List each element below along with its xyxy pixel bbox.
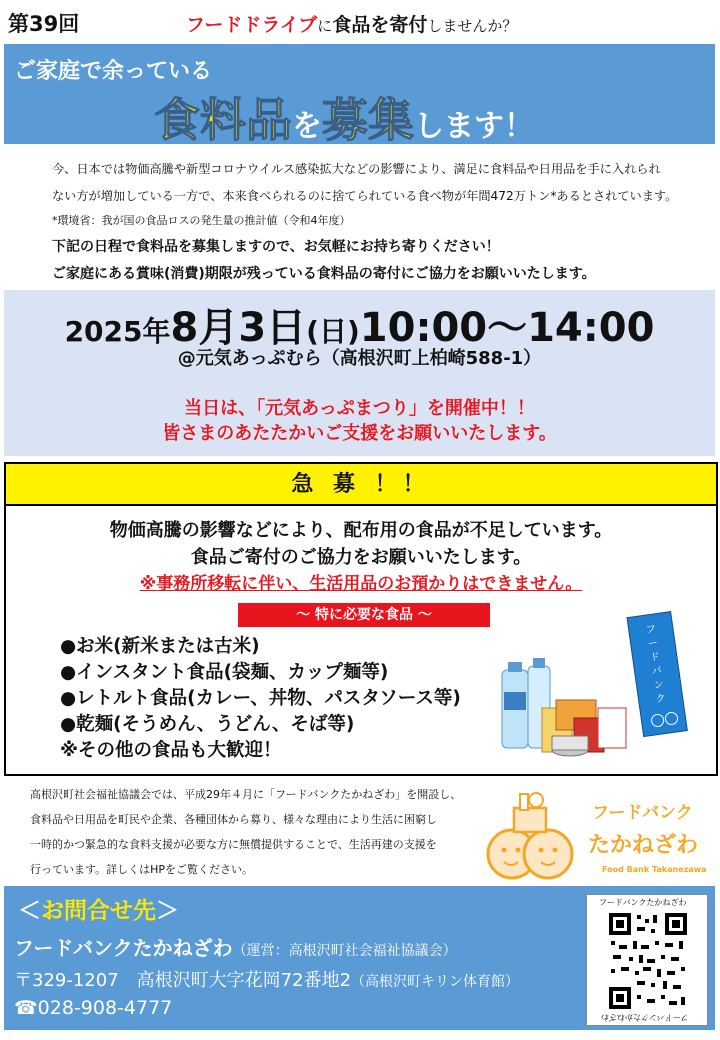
intro-line-1: 今、日本では物価高騰や新型コロナウイルス感染拡大などの影響により、満足に食料品や日用品を手に入れられ: [52, 162, 661, 176]
contact-operator: （運営：高根沢町社会福祉協議会）: [232, 943, 457, 959]
header-big-1: 食料品: [154, 93, 292, 147]
schedule-time: 10:00～14:00: [359, 305, 655, 351]
list-item: ●インスタント食品(袋麺、カップ麺等): [60, 662, 389, 683]
list-item: ●お米(新米または古米): [60, 636, 260, 657]
top-question: [186, 10, 517, 37]
need-title-bar: ～ 特に必要な食品 ～: [238, 603, 490, 627]
header-title: [154, 84, 534, 150]
about-line-4: 行っています。詳しくはHPをご覧ください。: [30, 863, 254, 876]
contact-address: [14, 966, 519, 992]
event-line-2: 皆さまのあたたかいご支援をお願いいたします。: [162, 423, 557, 444]
logo-en: Food Bank Takanezawa: [602, 865, 707, 874]
urgent-title: 急 募 ！！: [6, 464, 716, 506]
about-line-3: 一時的かつ緊急的な食料支援が必要な方に無償提供することで、生活再建の支援を: [30, 838, 437, 851]
list-item: ●レトルト食品(カレー、丼物、パスタソース等): [60, 688, 461, 709]
urgent-line-3-text: ※事務所移転に伴い、生活用品のお預かりはできません。: [139, 574, 583, 594]
contact-title-text: お問合せ先: [41, 898, 156, 924]
schedule-year: 2025年: [64, 315, 171, 348]
qr-label-top: フードバンクたかねざわ: [599, 898, 687, 907]
schedule-venue: @元気あっぷむら（高根沢町上柏崎588-1）: [177, 348, 542, 369]
need-list: [60, 634, 461, 764]
header-subtitle: ご家庭で余っている: [14, 59, 213, 84]
svg-text:ン: ン: [653, 679, 665, 692]
top-shimasenka: しませんか？: [427, 17, 518, 35]
about-line-2: 食料品や日用品を町民や企業、各種団体から募り、様々な理由により生活に困窮し: [30, 813, 437, 826]
svg-text:バ: バ: [651, 665, 663, 678]
intro-text: [52, 156, 692, 210]
logo-line-2: たかねざわ: [588, 833, 699, 858]
food-illustration: [498, 600, 698, 760]
about-text: [30, 782, 490, 882]
intro-bold-1: 下記の日程で食料品を募集しますので、お気軽にお持ち寄りください！: [52, 239, 500, 255]
contact-title-close: ＞: [156, 898, 179, 924]
contact-address-note: （高根沢町キリン体育館）: [351, 974, 520, 990]
food-bank-logo: [484, 784, 716, 884]
food-drive-label: フードドライブ: [186, 14, 318, 36]
header-big-2: 募集: [322, 93, 414, 147]
contact-title: [18, 892, 179, 925]
svg-text:ク: ク: [654, 693, 667, 706]
urgent-line-3: [6, 569, 716, 594]
schedule-panel: [4, 290, 715, 456]
intro-note: *環境省：我が国の食品ロスの発生量の推計値（令和4年度）: [52, 214, 351, 227]
qr-code-image: [607, 911, 689, 1011]
list-item: ●乾麺(そうめん、うどん、そば等): [60, 714, 355, 735]
header-wo: を: [292, 109, 322, 144]
about-line-1: 高根沢町社会福祉協議会では、平成29年４月に「フードバンクたかねざわ」を開設し、: [30, 788, 462, 801]
intro-bold-2: ご家庭にある賞味(消費)期限が残っている食料品の寄付にご協力をお願いいたします。: [52, 266, 596, 282]
intro-line-2: ない方が増加している一方で、本来食べられるのに捨てられている食べ物が年間472万トン*あるとされています。: [52, 189, 678, 203]
top-donate: 食品を寄付: [332, 14, 428, 36]
svg-text:ド: ド: [649, 651, 661, 664]
schedule-weekday: (日): [306, 315, 360, 348]
contact-org: [14, 932, 457, 961]
event-line-1: 当日は、「元気あっぷまつり」を開催中！！: [184, 398, 535, 419]
qr-label-bottom: フードバンクたかねざわ: [601, 1013, 689, 1022]
contact-title-open: ＜: [18, 898, 41, 924]
top-ni: に: [317, 17, 333, 35]
contact-address-text: 〒329-1207 高根沢町大字花岡72番地2: [14, 970, 352, 991]
contact-org-name: フードバンクたかねざわ: [14, 936, 233, 960]
urgent-line-1: 物価高騰の影響などにより、配布用の食品が不足しています。: [109, 520, 613, 541]
qr-code[interactable]: [586, 894, 708, 1026]
schedule-month-day: 8月3日: [170, 305, 307, 351]
contact-tel: ☎028-908-4777: [14, 997, 173, 1019]
logo-line-1: フードバンク: [592, 803, 693, 823]
top-line: [0, 0, 720, 44]
urgent-line-2: 食品ご寄付のご協力をお願いいたします。: [190, 547, 532, 568]
svg-text:ー: ー: [647, 637, 659, 650]
header-shimasu: します！: [414, 109, 534, 144]
list-item: ※その他の食品も大歓迎！: [60, 740, 282, 761]
svg-text:フ: フ: [645, 623, 657, 637]
contact-panel: [4, 886, 715, 1030]
issue-number: 第39回: [8, 12, 80, 36]
header-banner: [4, 44, 715, 147]
